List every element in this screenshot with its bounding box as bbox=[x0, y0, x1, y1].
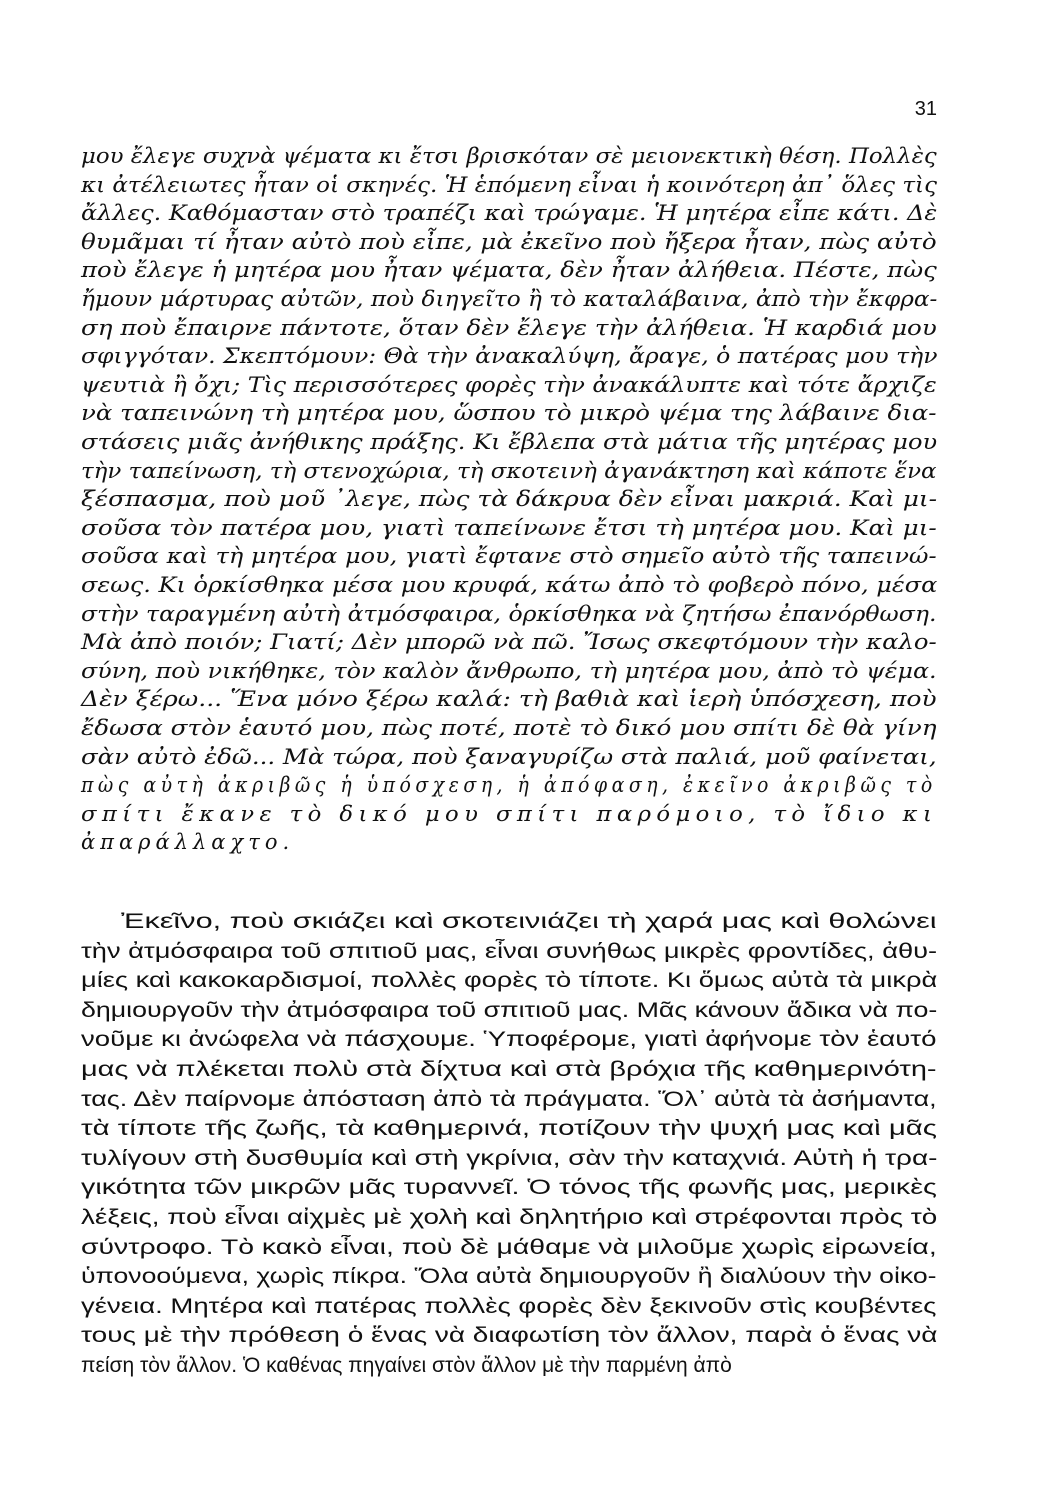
text-line: σπίτι ἔκανε τὸ δικό μου σπίτι παρόμοιο, τὸ ἴδιο κι bbox=[81, 801, 938, 826]
text-line: στὴν ταραγμένη αὐτὴ ἀτμόσφαιρα, ὁρκίσθηκα νὰ ζητήσω ἐπανόρθωση. bbox=[81, 601, 937, 626]
page-number: 31 bbox=[914, 98, 937, 120]
text-line: μίες καὶ κακοκαρδισμοί, πολλὲς φορὲς τὸ τίποτε. Κι ὅμως αὐτὰ τὰ μικρὰ bbox=[81, 969, 938, 993]
text-line: ἀπαράλλαχτο. bbox=[81, 830, 295, 855]
text-line: σύνη, ποὺ νικήθηκε, τὸν καλὸν ἄνθρωπο, τὴ μητέρα μου, ἀπὸ τὸ ψέμα. bbox=[81, 658, 937, 683]
text-line: γένεια. Μητέρα καὶ πατέρας πολλὲς φορὲς δὲν ξεκινοῦν στὶς κουβέντες bbox=[81, 1294, 937, 1318]
text-line: τὰ τίποτε τῆς ζωῆς, τὰ καθημερινά, ποτίζουν τὴν ψυχή μας καὶ μᾶς bbox=[81, 1117, 937, 1141]
text-line: τυλίγουν στὴ δυσθυμία καὶ στὴ γκρίνια, σὰν τὴν καταχνιά. Αὐτὴ ἡ τρα- bbox=[81, 1146, 938, 1170]
text-line: σεως. Κι ὁρκίσθηκα μέσα μου κρυφά, κάτω ἀπὸ τὸ φοβερὸ πόνο, μέσα bbox=[81, 573, 938, 597]
text-line: ση ποὺ ἔπαιρνε πάντοτε, ὅταν δὲν ἔλεγε τὴν ἀλήθεια. Ἡ καρδιά μου bbox=[81, 315, 937, 340]
text-line: τους μὲ τὴν πρόθεση ὁ ἕνας νὰ διαφωτίση τὸν ἄλλον, παρὰ ὁ ἕνας νὰ bbox=[81, 1324, 938, 1348]
text-line: ποὺ ἔλεγε ἡ μητέρα μου ἦταν ψέματα, δὲν ἦταν ἀλήθεια. Πέστε, πὼς bbox=[81, 258, 937, 283]
text-line: δημιουργοῦν τὴν ἀτμόσφαιρα τοῦ σπιτιοῦ μας. Μᾶς κάνουν ἄδικα νὰ πο- bbox=[81, 998, 938, 1022]
text-line: Μὰ ἀπὸ ποιόν; Γιατί; Δὲν μπορῶ νὰ πῶ. Ἴσως σκεφτόμουν τὴν καλο- bbox=[81, 630, 937, 655]
text-line: σφιγγόταν. Σκεπτόμουν: Θὰ τὴν ἀνακαλύψη, ἄραγε, ὁ πατέρας μου τὴν bbox=[81, 344, 938, 369]
text-line: νοῦμε κι ἀνώφελα νὰ πάσχουμε. Ὑποφέρομε, γιατὶ ἀφήνομε τὸν ἑαυτό bbox=[81, 1028, 937, 1052]
text-line: τὴν ταπείνωση, τὴ στενοχώρια, τὴ σκοτεινὴ ἀγανάκτηση καὶ κάποτε ἕνα bbox=[81, 458, 937, 483]
text-line: ἔδωσα στὸν ἑαυτό μου, πὼς ποτέ, ποτὲ τὸ δικό μου σπίτι δὲ θὰ γίνη bbox=[81, 716, 937, 740]
text-line: μου ἔλεγε συχνὰ ψέματα κι ἔτσι βρισκόταν σὲ μειονεκτικὴ θέση. Πολλὲς bbox=[81, 144, 937, 168]
text-line: Ἐκεῖνο, ποὺ σκιάζει καὶ σκοτεινιάζει τὴ χαρά μας καὶ θολώνει bbox=[121, 910, 937, 933]
text-line: ψευτιὰ ἢ ὄχι; Τὶς περισσότερες φορὲς τὴν ἀνακάλυπτε καὶ τότε ἄρχιζε bbox=[81, 372, 937, 397]
text-line: θυμᾶμαι τί ἦταν αὐτὸ ποὺ εἶπε, μὰ ἐκεῖνο ποὺ ἤξερα ἦταν, πὼς αὐτὸ bbox=[81, 229, 937, 254]
text-line: ἄλλες. Καθόμασταν στὸ τραπέζι καὶ τρώγαμε. Ἡ μητέρα εἶπε κάτι. Δὲ bbox=[81, 201, 938, 226]
text-line: σοῦσα τὸν πατέρα μου, γιατὶ ταπείνωνε ἔτσι τὴ μητέρα μου. Καὶ μι- bbox=[81, 515, 937, 540]
text-line: σοῦσα καὶ τὴ μητέρα μου, γιατὶ ἔφτανε στὸ σημεῖο αὐτὸ τῆς ταπεινώ- bbox=[81, 544, 937, 569]
text-line: νὰ ταπεινώνη τὴ μητέρα μου, ὥσπου τὸ μικρὸ ψέμα της λάβαινε δια- bbox=[81, 401, 937, 426]
text-line: ἤμουν μάρτυρας αὐτῶν, ποὺ διηγεῖτο ἢ τὸ καταλάβαινα, ἀπὸ τὴν ἔκφρα- bbox=[81, 287, 938, 311]
text-line: πὼς αὐτὴ ἀκριβῶς ἡ ὑπόσχεση, ἡ ἀπόφαση, ἐκεῖνο ἀκριβῶς τὸ bbox=[81, 773, 937, 798]
text-line: μας νὰ πλέκεται πολὺ στὰ δίχτυα καὶ στὰ βρόχια τῆς καθημερινότη- bbox=[81, 1058, 937, 1081]
text-line: τας. Δὲν παίρνομε ἀπόσταση ἀπὸ τὰ πράγματα. Ὅλ᾽ αὐτὰ τὰ ἀσήμαντα, bbox=[81, 1087, 937, 1111]
text-line: γικότητα τῶν μικρῶν μᾶς τυραννεῖ. Ὁ τόνος τῆς φωνῆς μας, μερικὲς bbox=[81, 1176, 937, 1200]
text-line: λέξεις, ποὺ εἶναι αἰχμὲς μὲ χολὴ καὶ δηλητήριο καὶ στρέφονται πρὸς τὸ bbox=[81, 1206, 938, 1229]
text-line: σύντροφο. Τὸ κακὸ εἶναι, ποὺ δὲ μάθαμε νὰ μιλοῦμε χωρὶς εἰρωνεία, bbox=[81, 1235, 937, 1259]
text-line: κι ἀτέλειωτες ἦταν οἱ σκηνές. Ἡ ἑπόμενη εἶναι ἡ κοινότερη ἀπ᾽ ὅλες τὶς bbox=[81, 172, 937, 197]
text-line: Δὲν ξέρω... Ἕνα μόνο ξέρω καλά: τὴ βαθιὰ καὶ ἱερὴ ὑπόσχεση, ποὺ bbox=[81, 687, 937, 712]
text-line: ξέσπασμα, ποὺ μοῦ ᾽λεγε, πὼς τὰ δάκρυα δὲν εἶναι μακριά. Καὶ μι- bbox=[81, 487, 938, 512]
text-line: πείση τὸν ἄλλον. Ὁ καθένας πηγαίνει στὸν ἄλλον μὲ τὴν παρμένη ἀπὸ bbox=[81, 1354, 732, 1377]
text-line: στάσεις μιᾶς ἀνήθικης πράξης. Κι ἔβλεπα στὰ μάτια τῆς μητέρας μου bbox=[81, 430, 938, 454]
text-line: τὴν ἀτμόσφαιρα τοῦ σπιτιοῦ μας, εἶναι συνήθως μικρὲς φροντίδες, ἀθυ- bbox=[81, 939, 938, 963]
text-line: ὑπονοούμενα, χωρὶς πίκρα. Ὅλα αὐτὰ δημιουργοῦν ἢ διαλύουν τὴν οἰκο- bbox=[81, 1265, 937, 1289]
text-line: σὰν αὐτὸ ἐδῶ... Μὰ τώρα, ποὺ ξαναγυρίζω στὰ παλιά, μοῦ φαίνεται, bbox=[81, 744, 937, 769]
